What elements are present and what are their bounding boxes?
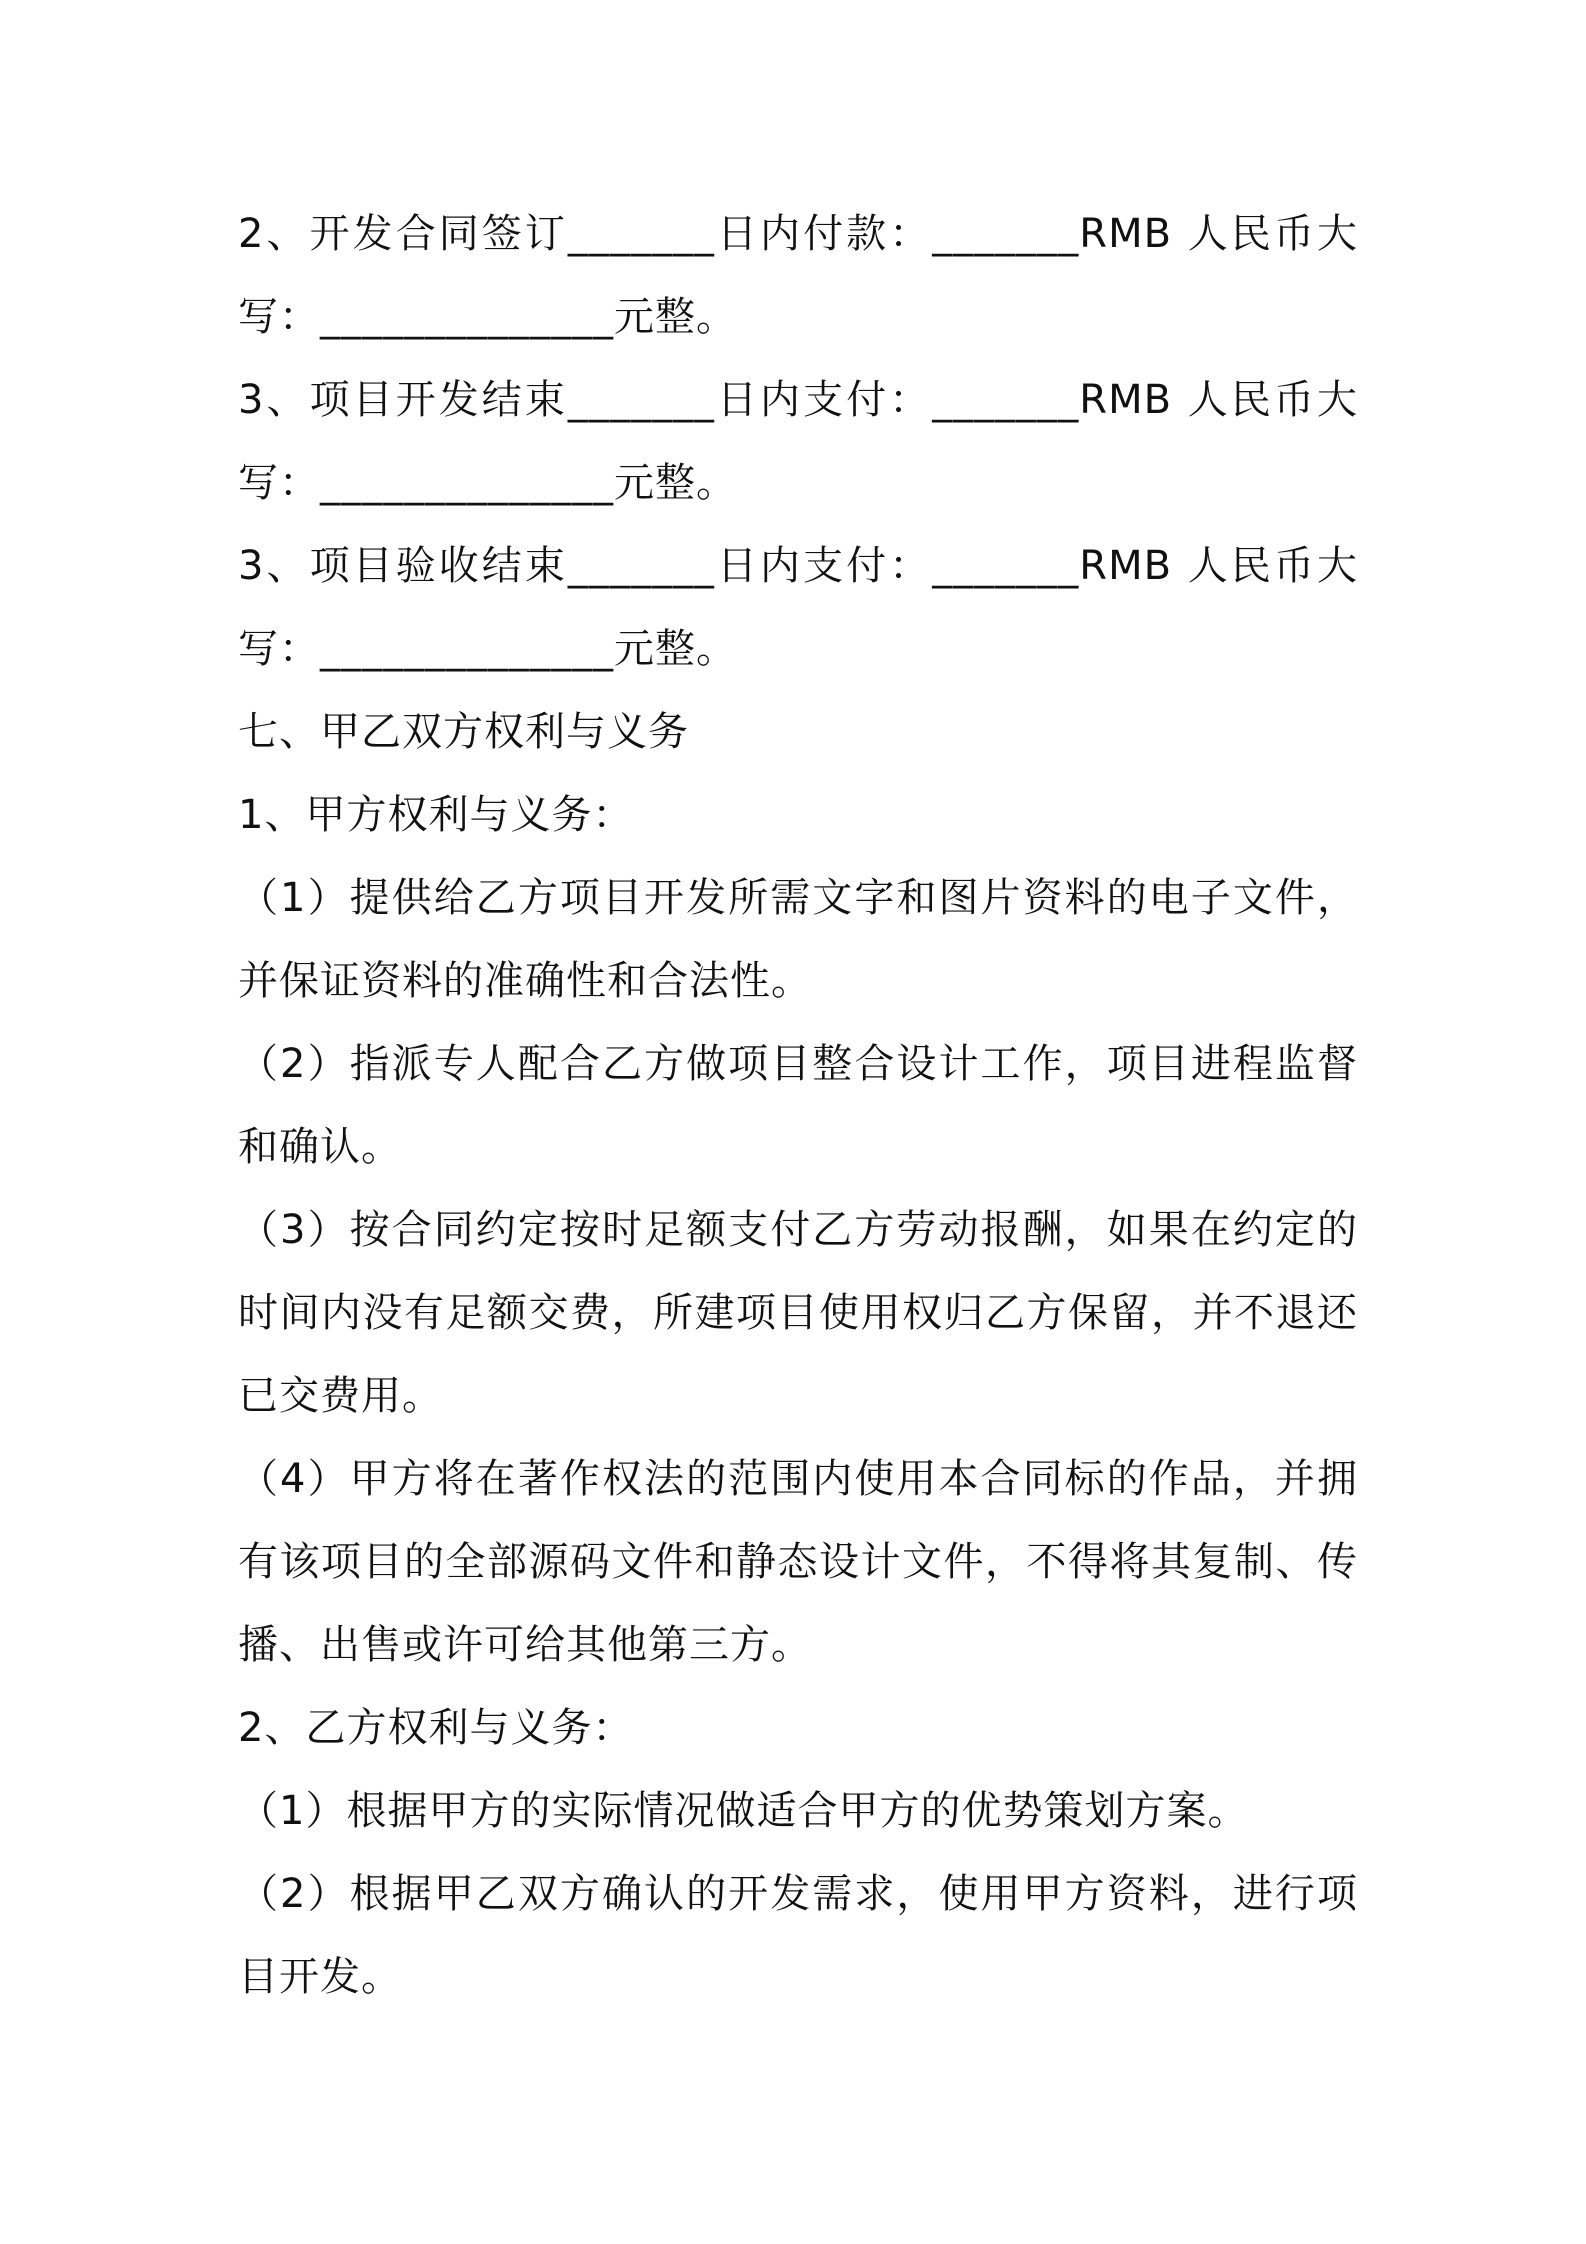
section-heading-rights-obligations: 七、甲乙双方权利与义务 <box>238 709 689 755</box>
payment-clause-3-development: 3、项目开发结束_______日内支付：_______RMB 人民币大写：______________元整。 <box>238 377 1358 506</box>
party-a-item-1: （1）提供给乙方项目开发所需文字和图片资料的电子文件，并保证资料的准确性和合法性。 <box>238 875 1358 1004</box>
document-page <box>238 193 1358 2019</box>
party-a-item-4: （4）甲方将在著作权法的范围内使用本合同标的作品，并拥有该项目的全部源码文件和静态设计文件，不得将其复制、传播、出售或许可给其他第三方。 <box>238 1456 1358 1668</box>
party-b-item-2: （2）根据甲乙双方确认的开发需求，使用甲方资料，进行项目开发。 <box>238 1871 1358 2000</box>
party-a-heading: 1、甲方权利与义务： <box>238 792 634 838</box>
payment-clause-3-acceptance: 3、项目验收结束_______日内支付：_______RMB 人民币大写：______________元整。 <box>238 543 1358 672</box>
party-b-heading: 2、乙方权利与义务： <box>238 1705 634 1751</box>
party-b-item-1: （1）根据甲方的实际情况做适合甲方的优势策划方案。 <box>238 1788 1249 1834</box>
payment-clause-2: 2、开发合同签订_______日内付款：_______RMB 人民币大写：______________元整。 <box>238 211 1358 340</box>
party-a-item-2: （2）指派专人配合乙方做项目整合设计工作，项目进程监督和确认。 <box>238 1041 1358 1170</box>
party-a-item-3: （3）按合同约定按时足额支付乙方劳动报酬，如果在约定的时间内没有足额交费，所建项目使用权归乙方保留，并不退还已交费用。 <box>238 1207 1358 1419</box>
